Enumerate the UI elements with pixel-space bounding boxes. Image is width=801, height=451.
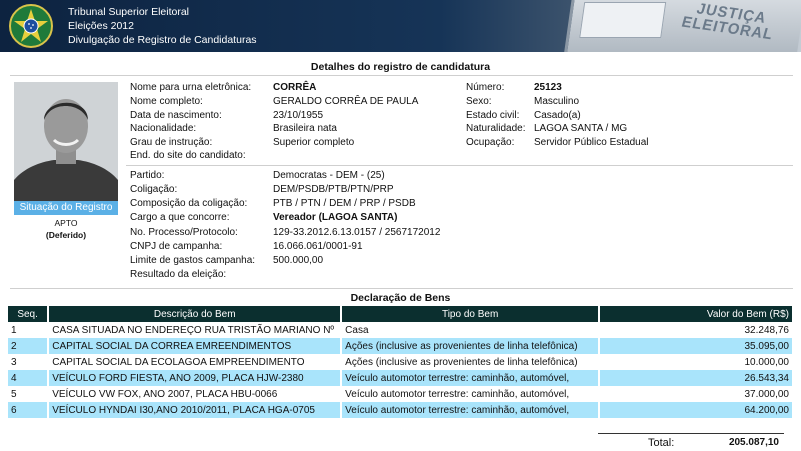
cell-description: CAPITAL SOCIAL DA ECOLAGOA EMPREENDIMENTO xyxy=(48,354,341,370)
spending-limit-value: 500.000,00 xyxy=(273,255,324,266)
table-row xyxy=(8,386,792,402)
table-row xyxy=(8,370,792,386)
column-header-value: Valor do Bem (R$) xyxy=(599,306,792,322)
full-name-label: Nome completo: xyxy=(130,96,203,107)
cnpj-value: 16.066.061/0001-91 xyxy=(273,241,363,252)
cnpj-label: CNPJ de campanha: xyxy=(130,241,223,252)
nationality-value: Brasileira nata xyxy=(273,123,337,134)
column-header-type: Tipo do Bem xyxy=(341,306,599,322)
urna-name-label: Nome para urna eletrônica: xyxy=(130,82,252,93)
cell-seq: 2 xyxy=(8,338,48,354)
header-text xyxy=(68,5,257,47)
sex-label: Sexo: xyxy=(466,96,492,107)
cell-value: 35.095,00 xyxy=(599,338,792,354)
cell-description: VEÍCULO FORD FIESTA, ANO 2009, PLACA HJW-2380 xyxy=(48,370,341,386)
table-row xyxy=(8,338,792,354)
header-banner xyxy=(0,0,801,52)
cell-seq: 5 xyxy=(8,386,48,402)
coalition-composition-value: PTB / PTN / DEM / PRP / PSDB xyxy=(273,198,416,209)
cell-type: Veículo automotor terrestre: caminhão, automóvel, xyxy=(341,386,599,402)
occupation-value: Servidor Público Estadual xyxy=(534,137,649,148)
registration-status-detail: (Deferido) xyxy=(45,230,87,240)
cell-type: Ações (inclusive as provenientes de linha telefônica) xyxy=(341,354,599,370)
cell-value: 10.000,00 xyxy=(744,356,789,368)
cell-type: Casa xyxy=(341,322,599,338)
cell-type: Ações (inclusive as provenientes de linha telefônica) xyxy=(341,338,599,354)
registration-status-value: APTO xyxy=(54,218,78,228)
ballot-box-label: JUSTIÇA ELEITORAL xyxy=(679,0,776,44)
number-label: Número: xyxy=(466,82,505,93)
total-divider xyxy=(598,433,784,434)
cell-type: Veículo automotor terrestre: caminhão, automóvel, xyxy=(341,370,599,386)
cell-description: CAPITAL SOCIAL DA CORREA EMREENDIMENTOS xyxy=(48,338,341,354)
divider xyxy=(126,165,793,166)
divider xyxy=(10,288,793,289)
cell-seq: 4 xyxy=(8,370,48,386)
party-value: Democratas - DEM - (25) xyxy=(273,170,385,181)
cell-description: VEÍCULO HYNDAI I30,ANO 2010/2011, PLACA HGA-0705 xyxy=(48,402,341,418)
coalition-value: DEM/PSDB/PTB/PTN/PRP xyxy=(273,184,394,195)
website-label: End. do site do candidato: xyxy=(130,150,246,161)
education-label: Grau de instrução: xyxy=(130,137,213,148)
election-result-label: Resultado da eleição: xyxy=(130,269,227,280)
coat-of-arms-icon xyxy=(8,3,54,49)
party-label: Partido: xyxy=(130,170,165,181)
office-label: Cargo a que concorre: xyxy=(130,212,230,223)
full-name-value: GERALDO CORRÊA DE PAULA xyxy=(273,96,419,107)
birthplace-value: LAGOA SANTA / MG xyxy=(534,123,628,134)
cell-value: 64.200,00 xyxy=(599,402,792,418)
cell-description: CASA SITUADA NO ENDEREÇO RUA TRISTÃO MARIANO Nº xyxy=(48,322,341,338)
header-line-1: Tribunal Superior Eleitoral xyxy=(68,6,190,18)
education-value: Superior completo xyxy=(273,137,355,148)
person-silhouette-icon xyxy=(14,82,118,201)
cell-seq: 6 xyxy=(8,402,48,418)
birthplace-label: Naturalidade: xyxy=(466,123,526,134)
civil-status-label: Estado civil: xyxy=(466,110,520,121)
table-header-row xyxy=(8,306,792,322)
column-header-seq: Seq. xyxy=(8,306,48,322)
office-value: Vereador (LAGOA SANTA) xyxy=(273,212,398,223)
cell-description: VEÍCULO VW FOX, ANO 2007, PLACA HBU-0066 xyxy=(48,386,341,402)
total-value: 205.087,10 xyxy=(728,437,779,448)
cell-value: 26.543,34 xyxy=(599,370,792,386)
total-label: Total: xyxy=(648,437,675,449)
birth-date-value: 23/10/1955 xyxy=(273,110,324,121)
civil-status-value: Casado(a) xyxy=(534,110,581,121)
cell-value: 32.248,76 xyxy=(744,324,789,336)
occupation-label: Ocupação: xyxy=(466,137,515,148)
urna-name-value: CORRÊA xyxy=(273,82,317,93)
candidate-photo xyxy=(14,82,118,201)
coalition-label: Coligação: xyxy=(130,184,178,195)
sex-value: Masculino xyxy=(534,96,580,107)
coalition-composition-label: Composição da coligação: xyxy=(130,198,248,209)
assets-title: Declaração de Bens xyxy=(350,292,451,304)
cell-value: 37.000,00 xyxy=(744,388,789,400)
process-label: No. Processo/Protocolo: xyxy=(130,227,238,238)
header-line-3: Divulgação de Registro de Candidaturas xyxy=(68,34,257,46)
table-row xyxy=(8,354,792,370)
page-title: Detalhes do registro de candidatura xyxy=(310,61,491,73)
ballot-box-image xyxy=(564,0,801,52)
ballot-box-slot xyxy=(579,2,666,38)
header-line-2: Eleições 2012 xyxy=(68,20,134,32)
divider xyxy=(10,75,793,76)
spending-limit-label: Limite de gastos campanha: xyxy=(130,255,256,266)
table-row xyxy=(8,322,792,338)
registration-status-label: Situação do Registro xyxy=(14,201,118,215)
nationality-label: Nacionalidade: xyxy=(130,123,197,134)
table-row xyxy=(8,402,792,418)
process-value: 129-33.2012.6.13.0157 / 2567172012 xyxy=(273,227,441,238)
cell-type: Veículo automotor terrestre: caminhão, automóvel, xyxy=(341,402,599,418)
number-value: 25123 xyxy=(534,82,562,93)
birth-date-label: Data de nascimento: xyxy=(130,110,222,121)
cell-seq: 3 xyxy=(8,354,48,370)
assets-table xyxy=(8,306,792,418)
cell-seq: 1 xyxy=(8,322,48,338)
column-header-description: Descrição do Bem xyxy=(48,306,341,322)
